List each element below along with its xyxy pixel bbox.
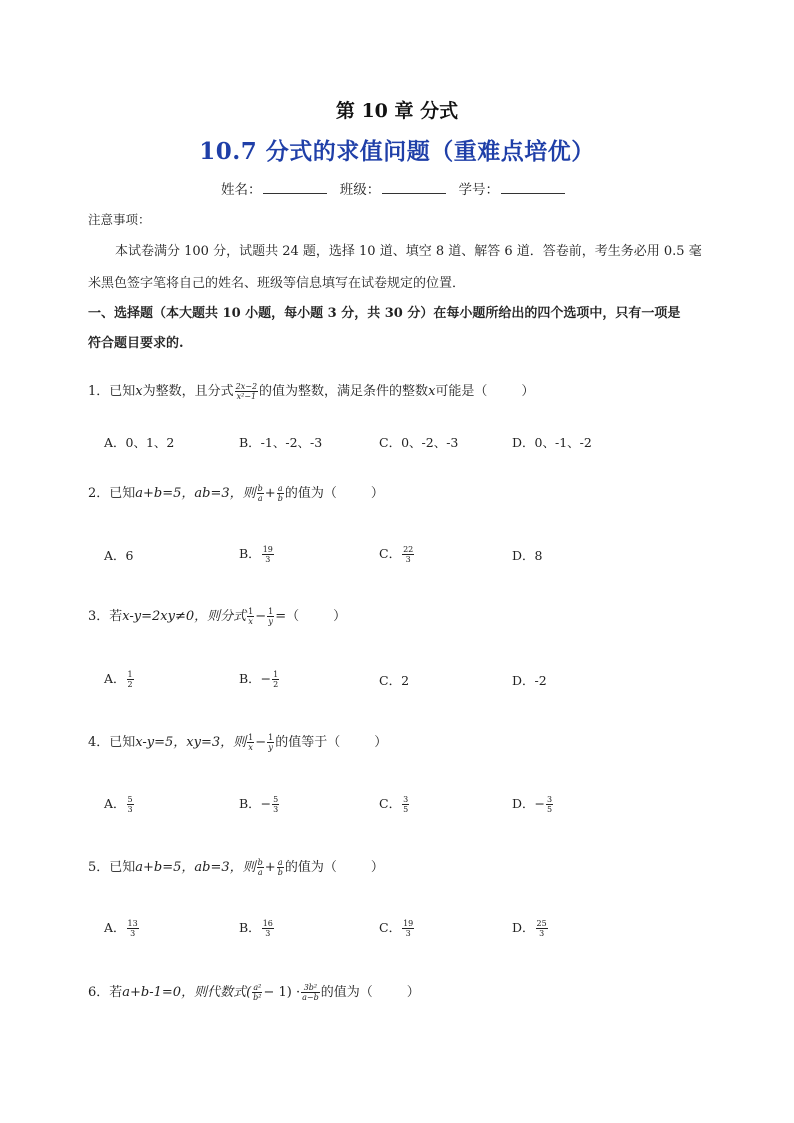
q6-middle: − 1) · [263,985,301,1000]
q1-option-a[interactable]: A．0、1、2 [104,435,175,450]
q5-option-d-label: D． [512,920,535,935]
q5-oc-num: 19 [403,919,414,928]
q2-option-c-fraction [402,545,414,564]
q1-option-d[interactable]: D．0、-1、-2 [512,435,592,450]
question-1 [88,380,534,401]
q1-text: 为整数，且分式 [142,384,234,399]
id-blank[interactable] [501,179,565,194]
q5-condition: a+b=5，ab=3，则 [135,860,256,875]
q5-fraction-1 [257,858,264,877]
q3-f1-denominator: x [248,617,253,626]
q2-option-b[interactable] [239,544,275,564]
q3-prefix: 3．若 [88,609,123,624]
section-heading-line-1: 一、选择题（本大题共 10 小题，每小题 3 分，共 30 分）在每小题所给出的四个选项中，只有一项是 [88,306,681,321]
q5-f2-denominator: b [277,868,283,877]
q4-ob-den: 3 [273,805,279,814]
notice-heading: 注意事项： [88,212,151,227]
q3-option-d[interactable]: D．-2 [512,673,547,688]
q2-oc-den: 3 [405,555,411,564]
q5-f1-numerator: b [257,858,263,867]
q4-option-d-fraction [546,795,553,814]
q1-variable: x [135,384,143,399]
q3-option-a[interactable] [104,669,135,689]
name-label: 姓名： [220,182,262,198]
question-2 [88,482,384,503]
q1-option-b[interactable]: B．-1、-2、-3 [239,435,323,450]
q6-fraction-2 [301,983,320,1002]
page-title: 10.7 分式的求值问题（重难点培优） [199,138,595,165]
q5-option-d[interactable] [512,918,549,938]
q5-fraction-2 [277,858,284,877]
q5-option-a-fraction [127,919,139,938]
q4-option-d[interactable] [512,794,554,814]
q6-f1-numerator: a² [253,983,262,992]
q5-f2-numerator: a [277,858,283,867]
q4-fraction-2 [267,733,274,752]
q2-prefix: 2．已知 [88,486,136,501]
q4-f2-numerator: 1 [268,733,274,742]
q3-fraction-1 [247,607,254,626]
q3-f2-numerator: 1 [268,607,274,616]
q4-option-c-fraction [402,795,409,814]
q2-option-c-label: C． [379,546,402,561]
q2-plus: + [264,486,276,501]
q2-f1-denominator: a [257,494,263,503]
q3-ob-num: 1 [273,670,279,679]
q4-option-b-label: B．− [239,796,272,811]
q5-option-a-label: A． [104,920,126,935]
q3-option-a-fraction [127,670,134,689]
q5-ob-num: 16 [262,919,273,928]
q4-option-c[interactable] [379,794,410,814]
name-blank[interactable] [263,179,327,194]
question-4 [88,731,387,752]
q5-plus: + [264,860,276,875]
q1-end: 可能是（ [435,384,488,399]
q6-f2-denominator: a−b [302,993,319,1002]
q4-ob-num: 5 [273,795,279,804]
q3-option-a-label: A． [104,671,126,686]
id-label: 学号： [458,182,500,198]
q4-oc-num: 3 [403,795,409,804]
q3-oa-den: 2 [127,680,133,689]
q1-close: ） [521,384,535,399]
student-info-line [0,178,794,198]
q3-ob-den: 2 [273,680,279,689]
q6-end: 的值为（ [320,985,373,1000]
q3-close: ） [333,609,347,624]
q3-condition: x-y=2xy≠0，则分式 [122,609,247,624]
q5-oa-den: 3 [130,929,136,938]
q2-ob-den: 3 [265,555,271,564]
q4-option-b[interactable] [239,794,280,814]
q4-prefix: 4．已知 [88,735,136,750]
q4-condition: x-y=5，xy=3，则 [135,735,247,750]
q2-option-a[interactable]: A．6 [104,548,134,563]
q3-f2-denominator: y [268,617,273,626]
q4-option-a-label: A． [104,796,126,811]
q2-fraction-2 [277,484,284,503]
q5-oc-den: 3 [405,929,411,938]
q5-f1-denominator: a [257,868,263,877]
question-3 [88,605,346,626]
q6-close: ） [406,985,420,1000]
q4-od-den: 5 [547,805,553,814]
chapter-heading: 第 10 章 分式 [335,100,459,122]
q5-od-den: 3 [539,929,545,938]
q5-option-b-label: B． [239,920,261,935]
q2-close: ） [370,486,384,501]
q1-variable-2: x [428,384,436,399]
q6-fraction-1 [252,983,262,1002]
q6-condition: a+b-1=0，则代数式( [122,985,252,1000]
q2-option-b-fraction [262,545,274,564]
q5-option-b-fraction [262,919,274,938]
q5-od-num: 25 [536,919,547,928]
q4-f2-denominator: y [268,743,273,752]
q1-option-c[interactable]: C．0、-2、-3 [379,435,459,450]
section-heading-line-2: 符合题目要求的. [88,336,184,351]
q4-oa-den: 3 [127,805,133,814]
q1-text-2: 的值为整数，满足条件的整数 [259,384,429,399]
q4-option-b-fraction [272,795,279,814]
q4-option-a-fraction [127,795,134,814]
q4-minus: − [255,735,267,750]
question-5 [88,856,384,877]
q1-prefix: 1．已知 [88,384,136,399]
q5-prefix: 5．已知 [88,860,136,875]
q5-oa-num: 13 [127,919,138,928]
q2-condition: a+b=5，ab=3，则 [135,486,256,501]
q2-f2-denominator: b [277,494,283,503]
q5-option-b[interactable] [239,918,275,938]
q4-oa-num: 5 [127,795,133,804]
q3-option-b[interactable] [239,669,280,689]
q6-f1-denominator: b² [253,993,262,1002]
q4-f1-numerator: 1 [248,733,254,742]
q4-od-num: 3 [547,795,553,804]
q2-option-c[interactable] [379,544,415,564]
q2-f2-numerator: a [277,484,283,493]
notice-line-2: 米黑色签字笔将自己的姓名、班级等信息填写在试卷规定的位置． [88,276,466,291]
q4-close: ） [374,735,388,750]
q3-f1-numerator: 1 [248,607,254,616]
q4-f1-denominator: x [248,743,253,752]
q2-fraction-1 [257,484,264,503]
q2-ob-num: 19 [262,545,273,554]
q2-oc-num: 22 [403,545,414,554]
q4-option-c-label: C． [379,796,402,811]
q5-option-c-label: C． [379,920,402,935]
q5-option-d-fraction [536,919,548,938]
q3-minus: − [255,609,267,624]
notice-line-1: 本试卷满分 100 分，试题共 24 题，选择 10 道、填空 8 道、解答 6 道．答卷前，考生务必用 0.5 毫 [115,244,702,259]
question-6 [88,981,420,1002]
q2-f1-numerator: b [257,484,263,493]
q5-end: 的值为（ [284,860,337,875]
q3-oa-num: 1 [127,670,133,679]
q6-f2-numerator: 3b² [301,983,320,993]
q1-denominator: x²−1 [236,392,257,401]
q4-end: 的值等于（ [275,735,341,750]
class-label: 班级： [339,182,381,198]
q5-option-c[interactable] [379,918,415,938]
q3-option-c[interactable]: C．2 [379,673,410,688]
q5-option-c-fraction [402,919,414,938]
q5-close: ） [370,860,384,875]
q2-end: 的值为（ [284,486,337,501]
q3-option-b-label: B．− [239,671,272,686]
q4-option-d-label: D．− [512,796,545,811]
q3-option-b-fraction [272,670,279,689]
q4-oc-den: 5 [403,805,409,814]
q5-ob-den: 3 [265,929,271,938]
q5-option-a[interactable] [104,918,140,938]
q2-option-d[interactable]: D．8 [512,548,543,563]
q3-end: =（ [275,609,300,624]
q1-fraction [235,382,258,401]
q2-option-b-label: B． [239,546,261,561]
q4-option-a[interactable] [104,794,135,814]
q3-fraction-2 [267,607,274,626]
q1-numerator: 2x−2 [235,382,258,391]
q4-fraction-1 [247,733,254,752]
q6-prefix: 6．若 [88,985,123,1000]
class-blank[interactable] [382,179,446,194]
